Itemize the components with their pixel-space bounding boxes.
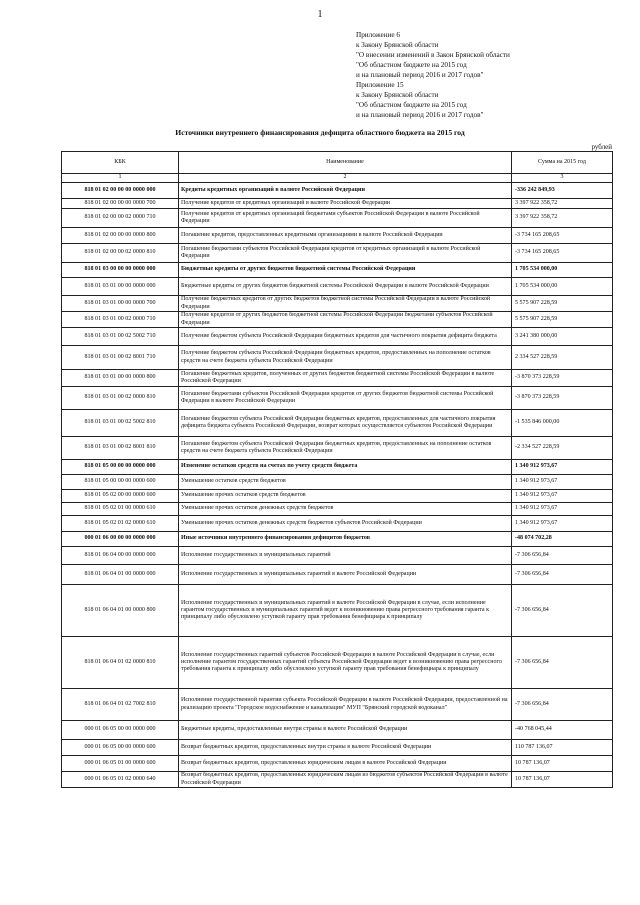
row-name-cell: Уменьшение прочих остатков средств бюджетов (179, 490, 512, 503)
row-name-cell: Иные источники внутреннего финансирования дефицитов бюджетов (179, 532, 512, 547)
table-column-numbers-row (62, 174, 613, 183)
document-title: Источники внутреннего финансирования дефицита областного бюджета на 2015 год (175, 128, 465, 137)
row-sum-cell: -48 074 702,28 (512, 532, 613, 547)
appendix-line: "Об областном бюджете на 2015 год (356, 61, 467, 69)
row-sum-cell: 3 397 922 358,72 (512, 209, 613, 228)
table-row (62, 387, 613, 410)
col-number-3: 3 (512, 174, 613, 183)
table-row (62, 637, 613, 689)
row-sum-cell: 1 340 912 973,67 (512, 475, 613, 490)
table-row (62, 263, 613, 278)
table-row (62, 244, 613, 263)
row-sum-cell: -3 734 165 208,65 (512, 244, 613, 263)
row-sum-cell: 1 340 912 973,67 (512, 460, 613, 475)
row-kbk-cell: 818 01 05 02 00 00 0000 600 (62, 490, 179, 503)
row-name-cell: Изменение остатков средств на счетах по учету средств бюджета (179, 460, 512, 475)
row-name-cell: Получение бюджетом субъекта Российской Федерации бюджетных кредитов, предоставленных на пополнение остатков средств на счете бюджета субъекта Российской Федерации (179, 346, 512, 370)
appendix-line: Приложение 15 (356, 81, 404, 89)
row-kbk-cell: 818 01 02 00 00 00 0000 700 (62, 199, 179, 209)
page-number: 1 (317, 9, 323, 20)
table-row (62, 296, 613, 312)
row-kbk-cell: 818 01 05 00 00 00 0000 600 (62, 475, 179, 490)
row-kbk-cell: 000 01 06 05 00 00 0000 000 (62, 721, 179, 740)
row-kbk-cell: 818 01 05 02 01 00 0000 610 (62, 503, 179, 516)
row-name-cell: Исполнение государственных и муниципальных гарантий в валюте Российской Федерации (179, 565, 512, 585)
appendix-line: к Закону Брянской области (356, 41, 439, 49)
row-name-cell: Исполнение государственных гарантий субъектов Российской Федерации в валюте Российской Федерации в случае, если исполнение гарантом государственных гарантий субъекта Российской Федерации ведет к возникновению права регрессного требования гаранта к принципалу либо обусловлено уступкой гаранту прав требования бенефициара к принципалу (179, 637, 512, 689)
row-sum-cell: -3 870 373 228,59 (512, 370, 613, 387)
row-kbk-cell: 818 01 02 00 00 00 0000 000 (62, 183, 179, 199)
row-name-cell: Возврат бюджетных кредитов, предоставленных юридическим лицам из бюджетов субъектов Российской Федерации в валюте Российской Федерации (179, 772, 512, 788)
row-sum-cell: -7 306 656,84 (512, 637, 613, 689)
row-name-cell: Погашение бюджетных кредитов, полученных от других бюджетов бюджетной системы Российской Федерации в валюте Российской Федерации (179, 370, 512, 387)
units-label: рублей (591, 143, 612, 151)
row-sum-cell: 1 705 534 000,00 (512, 263, 613, 278)
row-sum-cell: -7 306 656,84 (512, 547, 613, 565)
row-name-cell: Исполнение государственной гарантии субъекта Российской Федерации в валюте Российской Федерации, предоставленной на реализацию проекта "Городское водоснабжение и канализация" МУП "Брянский городской водоканал" (179, 689, 512, 721)
row-name-cell: Получение кредитов от кредитных организаций в валюте Российской Федерации (179, 199, 512, 209)
row-kbk-cell: 818 01 03 01 00 02 0000 810 (62, 387, 179, 410)
row-name-cell: Возврат бюджетных кредитов, предоставленных юридическим лицам в валюте Российской Федерации (179, 756, 512, 772)
row-kbk-cell: 818 01 03 01 00 00 0000 800 (62, 370, 179, 387)
row-sum-cell: 2 334 527 228,59 (512, 346, 613, 370)
row-kbk-cell: 818 01 02 00 00 00 0000 800 (62, 228, 179, 244)
table-row (62, 756, 613, 772)
row-sum-cell: 3 241 380 000,00 (512, 328, 613, 346)
table-header-row (62, 152, 613, 174)
row-sum-cell: 10 787 136,07 (512, 756, 613, 772)
row-kbk-cell: 818 01 06 04 01 02 0000 810 (62, 637, 179, 689)
row-kbk-cell: 000 01 06 00 00 00 0000 000 (62, 532, 179, 547)
table-row (62, 516, 613, 532)
row-kbk-cell: 818 01 02 00 00 02 0000 710 (62, 209, 179, 228)
row-name-cell: Исполнение государственных и муниципальных гарантий (179, 547, 512, 565)
table-row (62, 772, 613, 788)
table-row (62, 503, 613, 516)
header-kbk: КБК (62, 152, 179, 174)
row-kbk-cell: 818 01 03 01 00 00 0000 000 (62, 278, 179, 296)
table-row (62, 183, 613, 199)
row-name-cell: Погашение бюджетами субъектов Российской Федерации кредитов от других бюджетов бюджетной системы Российской Федерации в валюте Российской Федерации (179, 387, 512, 410)
table-row (62, 532, 613, 547)
table-row (62, 228, 613, 244)
table-row (62, 547, 613, 565)
row-name-cell: Бюджетные кредиты, предоставленные внутри страны в валюте Российской Федерации (179, 721, 512, 740)
row-name-cell: Получение бюджетом субъекта Российской Федерации бюджетных кредитов для частичного покрытия дефицита бюджета (179, 328, 512, 346)
row-sum-cell: -7 306 656,84 (512, 689, 613, 721)
row-sum-cell: 1 705 534 000,00 (512, 278, 613, 296)
row-kbk-cell: 818 01 03 00 00 00 0000 000 (62, 263, 179, 278)
appendix-line: "Об областном бюджете на 2015 год (356, 101, 467, 109)
row-name-cell: Возврат бюджетных кредитов, предоставленных внутри страны в валюте Российской Федерации (179, 740, 512, 756)
header-name: Наименование (179, 152, 512, 174)
appendix-line: и на плановый период 2016 и 2017 годов" (356, 71, 484, 79)
table-row (62, 740, 613, 756)
row-name-cell: Уменьшение остатков средств бюджетов (179, 475, 512, 490)
row-kbk-cell: 000 01 06 05 01 00 0000 600 (62, 756, 179, 772)
appendix-line: и на плановый период 2016 и 2017 годов" (356, 111, 484, 119)
table-row (62, 410, 613, 437)
row-sum-cell: 5 575 907 228,59 (512, 296, 613, 312)
row-sum-cell: 1 340 912 973,67 (512, 490, 613, 503)
row-kbk-cell: 818 01 03 01 00 02 5002 710 (62, 328, 179, 346)
header-sum: Сумма на 2015 год (512, 152, 613, 174)
row-kbk-cell: 818 01 03 01 00 02 0000 710 (62, 312, 179, 328)
row-sum-cell: -3 734 165 208,65 (512, 228, 613, 244)
table-row (62, 346, 613, 370)
table-row (62, 312, 613, 328)
row-sum-cell: -3 870 373 228,59 (512, 387, 613, 410)
col-number-1: 1 (62, 174, 179, 183)
row-name-cell: Погашение бюджетами субъектов Российской Федерации кредитов от кредитных организаций в валюте Российской Федерации (179, 244, 512, 263)
row-sum-cell: -1 535 846 000,00 (512, 410, 613, 437)
row-name-cell: Погашение бюджетом субъекта Российской Федерации бюджетных кредитов, предоставленных для частичного покрытия дефицита бюджета субъекта Российской Федерации, возврат которых осуществляется субъектом Российской Федерации (179, 410, 512, 437)
row-name-cell: Уменьшение прочих остатков денежных средств бюджетов субъектов Российской Федерации (179, 516, 512, 532)
table-row (62, 370, 613, 387)
row-sum-cell: 1 340 912 973,67 (512, 516, 613, 532)
row-name-cell: Получение бюджетных кредитов от других бюджетов бюджетной системы Российской Федерации в валюте Российской Федерации (179, 296, 512, 312)
row-kbk-cell: 818 01 03 01 00 02 8001 710 (62, 346, 179, 370)
row-kbk-cell: 000 01 06 05 01 02 0000 640 (62, 772, 179, 788)
table-row (62, 328, 613, 346)
appendix-line: Приложение 6 (356, 31, 400, 39)
row-sum-cell: 110 787 136,07 (512, 740, 613, 756)
col-number-2: 2 (179, 174, 512, 183)
row-kbk-cell: 818 01 06 04 01 00 0000 800 (62, 585, 179, 637)
table-row (62, 689, 613, 721)
table-row (62, 199, 613, 209)
appendix-line: к Закону Брянской области (356, 91, 439, 99)
row-sum-cell: 10 787 136,07 (512, 772, 613, 788)
row-name-cell: Исполнение государственных и муниципальных гарантий в валюте Российской Федерации в случае, если исполнение гарантом государственных и муниципальных гарантий ведет к возникновению права регрессного требования гаранта к принципалу либо обусловлено уступкой гаранту прав требования бенефициара к принципалу (179, 585, 512, 637)
row-sum-cell: 5 575 907 228,59 (512, 312, 613, 328)
row-kbk-cell: 818 01 06 04 01 02 7002 810 (62, 689, 179, 721)
row-name-cell: Получение кредитов от других бюджетов бюджетной системы Российской Федерации бюджетами субъектов Российской Федерации (179, 312, 512, 328)
table-row (62, 565, 613, 585)
row-kbk-cell: 818 01 03 01 00 00 0000 700 (62, 296, 179, 312)
row-name-cell: Бюджетные кредиты от других бюджетов бюджетной системы Российской Федерации в валюте Российской Федерации (179, 278, 512, 296)
row-sum-cell: 1 340 912 973,67 (512, 503, 613, 516)
row-kbk-cell: 000 01 06 05 00 00 0000 600 (62, 740, 179, 756)
row-sum-cell: -40 768 045,44 (512, 721, 613, 740)
row-kbk-cell: 818 01 03 01 00 02 8001 810 (62, 437, 179, 460)
table-row (62, 460, 613, 475)
row-name-cell: Уменьшение прочих остатков денежных средств бюджетов (179, 503, 512, 516)
row-sum-cell: -336 242 849,93 (512, 183, 613, 199)
row-name-cell: Бюджетные кредиты от других бюджетов бюджетной системы Российской Федерации (179, 263, 512, 278)
row-sum-cell: -2 334 527 228,59 (512, 437, 613, 460)
row-kbk-cell: 818 01 06 04 01 00 0000 000 (62, 565, 179, 585)
row-name-cell: Погашение кредитов, предоставленных кредитными организациями в валюте Российской Федерации (179, 228, 512, 244)
row-name-cell: Кредиты кредитных организаций в валюте Российской Федерации (179, 183, 512, 199)
table-row (62, 721, 613, 740)
row-kbk-cell: 818 01 02 00 00 02 0000 810 (62, 244, 179, 263)
table-row (62, 475, 613, 490)
row-kbk-cell: 818 01 05 00 00 00 0000 000 (62, 460, 179, 475)
table-row (62, 278, 613, 296)
row-sum-cell: -7 306 656,84 (512, 565, 613, 585)
appendix-header (356, 30, 510, 120)
table-row (62, 585, 613, 637)
table-row (62, 437, 613, 460)
row-name-cell: Погашение бюджетом субъекта Российской Федерации бюджетных кредитов, предоставленных на пополнение остатков средств на счете бюджета субъекта Российской Федерации (179, 437, 512, 460)
financing-sources-table (61, 151, 613, 788)
row-kbk-cell: 818 01 05 02 01 02 0000 610 (62, 516, 179, 532)
table-row (62, 209, 613, 228)
row-sum-cell: 3 397 922 358,72 (512, 199, 613, 209)
appendix-line: "О внесении изменений в Закон Брянской области (356, 51, 510, 59)
row-kbk-cell: 818 01 06 04 00 00 0000 000 (62, 547, 179, 565)
table-row (62, 490, 613, 503)
table-body (62, 183, 613, 788)
row-sum-cell: -7 306 656,84 (512, 585, 613, 637)
row-name-cell: Получение кредитов от кредитных организаций бюджетами субъектов Российской Федерации в валюте Российской Федерации (179, 209, 512, 228)
row-kbk-cell: 818 01 03 01 00 02 5002 810 (62, 410, 179, 437)
